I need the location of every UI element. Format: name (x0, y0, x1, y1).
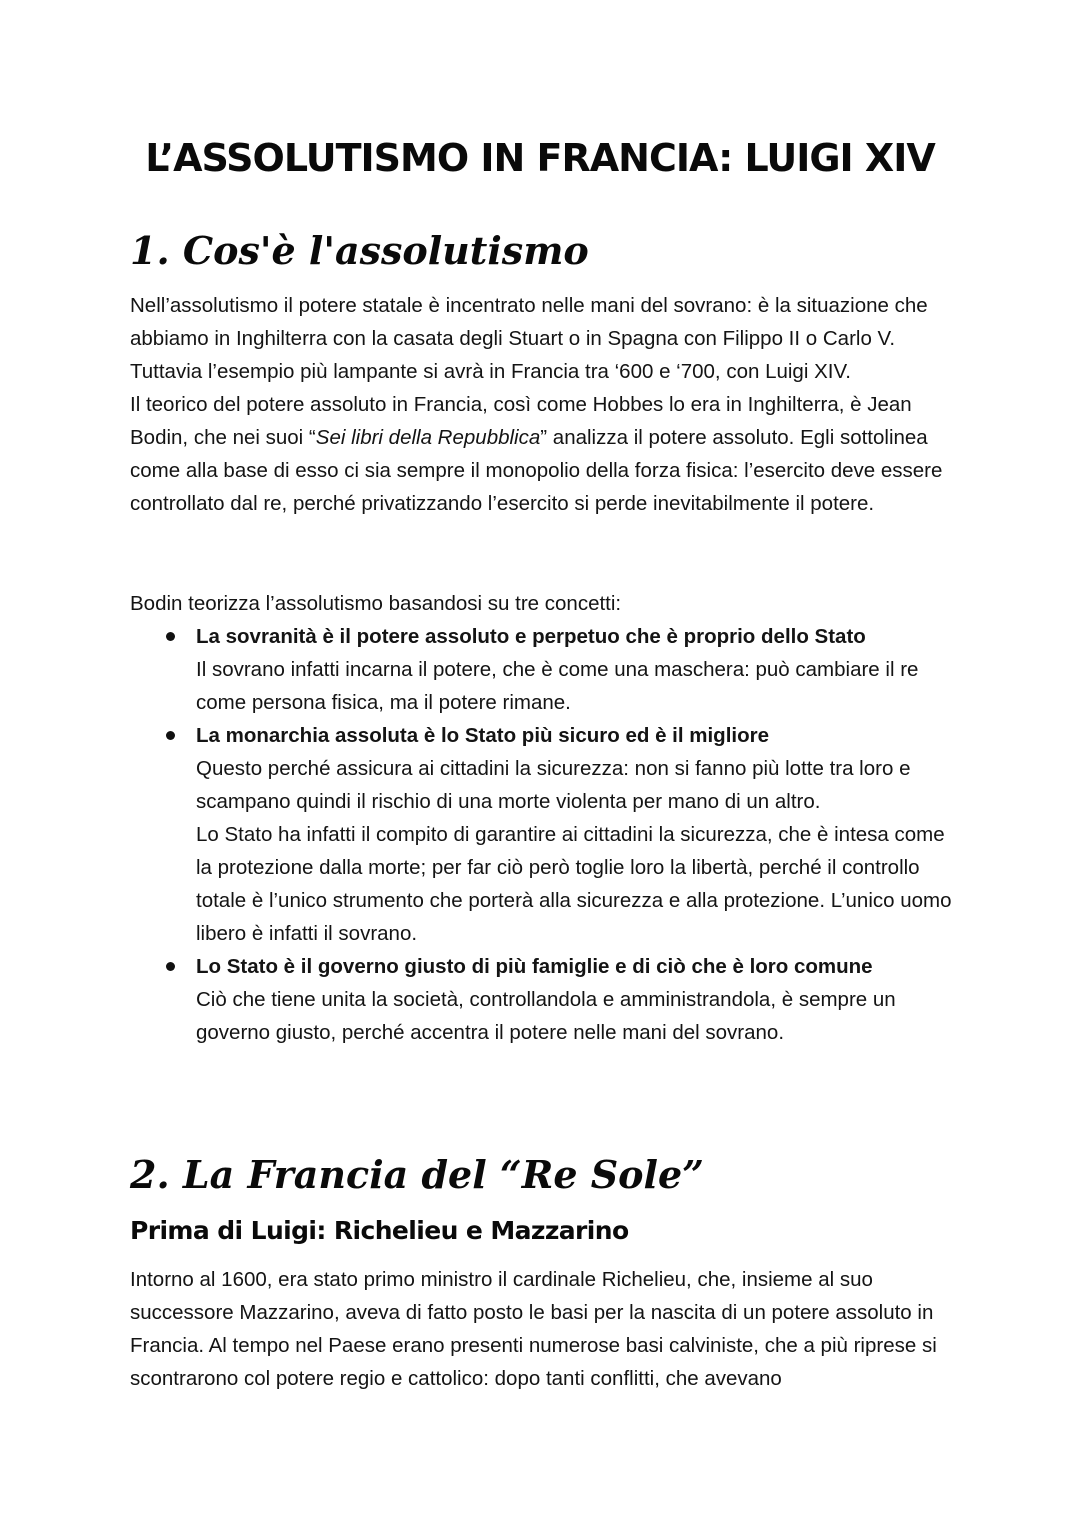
concept-body (196, 983, 960, 1049)
concept-body-paragraph: Ciò che tiene unita la società, controllandola e amministrandola, è sempre un governo giusto, perché accentra il potere nelle mani del sovrano. (196, 988, 896, 1044)
document-title: L’ASSOLUTISMO IN FRANCIA: LUIGI XIV (145, 136, 935, 180)
list-item (130, 620, 960, 719)
concept-body-paragraph: Questo perché assicura ai cittadini la sicurezza: non si fanno più lotte tra loro e scampano quindi il rischio di una morte violenta per mano di un altro. (196, 757, 911, 813)
book-title: Sei libri della Repubblica (315, 426, 541, 449)
concepts-list (130, 620, 960, 1049)
intro-paragraph-2-end: ” analizza il potere assoluto. Egli sottolinea come alla base di esso ci sia sempre il monopolio della forza fisica: l’esercito deve essere controllato dal re, perché privatizzando l’esercito si perde inevitabilmente il potere. (130, 426, 943, 515)
list-item (130, 719, 960, 950)
section1-intro (130, 289, 960, 520)
bullet-icon (166, 632, 175, 641)
concept-title: Lo Stato è il governo giusto di più famiglie e di ciò che è loro comune (196, 955, 873, 978)
intro-paragraph-2 (130, 388, 960, 520)
list-item (130, 950, 960, 1049)
section-heading-1: 1. Cos'è l'assolutismo (130, 228, 589, 273)
intro-paragraph-2-start: Il teorico del potere assoluto in Francia, così come Hobbes lo era in Inghilterra, è Jean Bodin, che nei suoi “ (130, 393, 912, 449)
section2-paragraph: Intorno al 1600, era stato primo ministro il cardinale Richelieu, che, insieme al suo successore Mazzarino, aveva di fatto posto le basi per la nascita di un potere assoluto in Francia. Al tempo nel Paese erano presenti numerose basi calviniste, che a più riprese si scontrarono col potere regio e cattolico: dopo tanti conflitti, che avevano (130, 1268, 937, 1390)
section-heading-2: 2. La Francia del “Re Sole” (130, 1152, 704, 1197)
concept-body (196, 752, 960, 950)
subheading-richelieu-mazzarino: Prima di Luigi: Richelieu e Mazzarino (130, 1216, 629, 1245)
concept-title: La sovranità è il potere assoluto e perpetuo che è proprio dello Stato (196, 625, 866, 648)
intro-paragraph-1: Nell’assolutismo il potere statale è incentrato nelle mani del sovrano: è la situazione che abbiamo in Inghilterra con la casata degli Stuart o in Spagna con Filippo II o Carlo V. Tuttavia l’esempio più lampante si avrà in Francia tra ‘600 e ‘700, con Luigi XIV. (130, 294, 928, 383)
concepts-lead-in: Bodin teorizza l’assolutismo basandosi su tre concetti: (130, 592, 622, 615)
bullet-icon (166, 731, 175, 740)
concept-title: La monarchia assoluta è lo Stato più sicuro ed è il migliore (196, 724, 769, 747)
concept-body-paragraph: Lo Stato ha infatti il compito di garantire ai cittadini la sicurezza, che è intesa come la protezione dalla morte; per far ciò però toglie loro la libertà, perché il controllo totale è l’unico strumento che porterà alla sicurezza e alla protezione. L’unico uomo libero è infatti il sovrano. (196, 823, 952, 945)
concept-body (196, 653, 960, 719)
concept-body-paragraph: Il sovrano infatti incarna il potere, che è come una maschera: può cambiare il re come persona fisica, ma il potere rimane. (196, 658, 919, 714)
bullet-icon (166, 962, 175, 971)
